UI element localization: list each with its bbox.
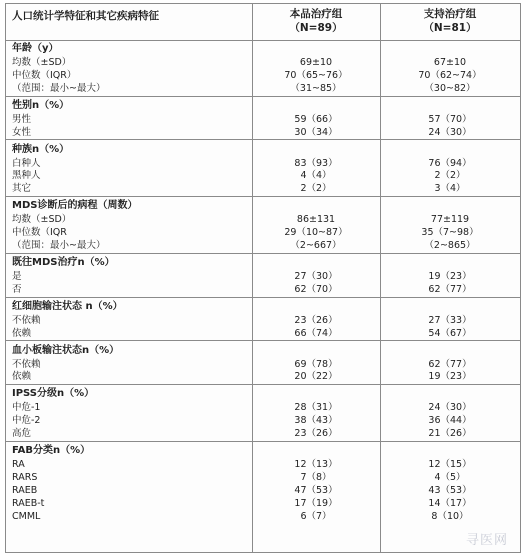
treatment-value: （2~667） [290, 239, 342, 251]
treatment-value: 66（74） [294, 327, 338, 339]
treatment-value: 29（10~87） [284, 227, 348, 239]
support-value: 43（53） [428, 484, 472, 496]
table-row [6, 314, 520, 327]
treatment-value: 59（66） [294, 113, 338, 125]
row-label: 红细胞输注状态 n（%） [12, 300, 123, 312]
row-label: 高危 [12, 428, 32, 440]
support-value: 36（44） [428, 415, 472, 427]
table-row [6, 370, 520, 383]
row-label: 年龄（y） [12, 43, 59, 54]
table-header [6, 4, 520, 41]
table-section [6, 97, 520, 141]
row-label: 女性 [12, 126, 32, 138]
section-title-row [6, 387, 520, 400]
support-value: 3（4） [434, 183, 466, 195]
table-row [6, 471, 520, 484]
support-value: 67±10 [433, 57, 467, 68]
treatment-value: 38（43） [294, 415, 338, 427]
table-row [6, 427, 520, 440]
table-section [6, 40, 520, 97]
support-value: 2（2） [434, 170, 466, 182]
header-treatment-name: 本品治疗组 [289, 8, 343, 20]
treatment-value: 23（26） [294, 314, 338, 326]
treatment-value: 62（70） [294, 283, 338, 295]
table-section [6, 197, 520, 254]
row-label: （范围：最小~最大） [12, 239, 106, 251]
row-label: 血小板输注状态n（%） [12, 344, 120, 356]
treatment-value: 17（19） [294, 497, 338, 509]
row-label: CMML [12, 510, 41, 522]
row-label: 性别n（%） [12, 99, 70, 111]
section-title-row [6, 199, 520, 212]
treatment-value: 70（65~76） [284, 69, 348, 81]
section-title-row [6, 344, 520, 357]
row-label: 男性 [12, 113, 32, 125]
table-row [6, 484, 520, 497]
row-label: 中危-2 [12, 415, 41, 427]
table-section [6, 442, 520, 525]
table-row [6, 226, 520, 239]
support-value: （30~82） [424, 82, 476, 94]
watermark-logo: 寻医网 [465, 533, 508, 548]
row-label: FAB分类n（%） [12, 445, 91, 456]
treatment-value: （31~85） [290, 82, 342, 94]
table-row [6, 510, 520, 523]
row-label: 不依赖 [12, 358, 41, 370]
table-row [6, 82, 520, 95]
treatment-value: 86±131 [296, 214, 336, 226]
support-value: 76（94） [428, 157, 472, 169]
row-label: RAEB [12, 484, 38, 496]
table-row [6, 283, 520, 296]
support-value: 54（67） [428, 327, 472, 339]
row-label: RAEB-t [12, 497, 45, 509]
table-section [6, 141, 520, 198]
table-row [6, 113, 520, 126]
table-row [6, 182, 520, 195]
row-label: （范围：最小~最大） [12, 82, 106, 94]
header-support-group [380, 7, 520, 43]
row-label: 均数（±SD） [12, 214, 72, 226]
header-treatment-group [252, 7, 380, 43]
support-value: 62（77） [428, 358, 472, 370]
treatment-value: 28（31） [294, 402, 338, 414]
treatment-value: 27（30） [294, 270, 338, 282]
table-row [6, 157, 520, 170]
row-label: 中危-1 [12, 402, 41, 414]
treatment-value: 69（78） [294, 358, 338, 370]
row-label: 依赖 [12, 371, 32, 383]
table-row [6, 270, 520, 283]
treatment-value: 83（93） [294, 157, 338, 169]
table-row [6, 358, 520, 371]
header-treatment-n: （N=89） [289, 22, 343, 34]
table-row [6, 327, 520, 340]
row-label: 均数（±SD） [12, 57, 72, 68]
row-label: MDS诊断后的病程（周数） [12, 200, 138, 212]
row-label: 白种人 [12, 157, 41, 169]
section-title-row [6, 256, 520, 269]
row-label: 否 [12, 283, 22, 295]
table-row [6, 169, 520, 182]
table-section [6, 342, 520, 386]
row-label: 中位数（IQR） [12, 69, 77, 81]
table-section [6, 298, 520, 342]
row-label: RARS [12, 471, 38, 483]
support-value: 21（26） [428, 428, 472, 440]
support-value: 27（33） [428, 314, 472, 326]
treatment-value: 6（7） [300, 510, 332, 522]
row-label: 其它 [12, 183, 32, 195]
row-label: 不依赖 [12, 314, 41, 326]
support-value: 19（23） [428, 270, 472, 282]
support-value: 14（17） [428, 497, 472, 509]
table-row [6, 458, 520, 471]
treatment-value: 30（34） [294, 126, 338, 138]
treatment-value: 2（2） [300, 183, 332, 195]
table-section [6, 385, 520, 442]
table-row [6, 213, 520, 226]
section-title-row [6, 444, 520, 457]
table-row [6, 126, 520, 139]
row-label: IPSS分级n（%） [12, 388, 95, 400]
table-row [6, 401, 520, 414]
treatment-value: 12（13） [294, 459, 338, 470]
treatment-value: 4（4） [300, 170, 332, 182]
demographics-table [5, 3, 521, 553]
support-value: 24（30） [428, 126, 472, 138]
header-support-n: （N=81） [423, 22, 477, 34]
row-label: 依赖 [12, 327, 32, 339]
row-label: RA [12, 459, 25, 470]
row-label: 是 [12, 270, 22, 282]
support-value: 19（23） [428, 371, 472, 383]
row-label: 中位数（IQR [12, 227, 67, 239]
section-title-row [6, 143, 520, 156]
header-characteristics: 人口统计学特征和其它疾病特征 [12, 10, 159, 22]
support-value: 35（7~98） [421, 227, 479, 239]
support-value: 70（62~74） [418, 69, 482, 81]
support-value: 62（77） [428, 283, 472, 295]
header-support-name: 支持治疗组 [423, 8, 477, 20]
treatment-value: 23（26） [294, 428, 338, 440]
section-title-row [6, 42, 520, 55]
treatment-value: 7（8） [300, 471, 332, 483]
support-value: 12（15） [428, 459, 472, 470]
row-label: 既往MDS治疗n（%） [12, 256, 115, 268]
table-row [6, 56, 520, 69]
treatment-value: 69±10 [299, 57, 333, 68]
row-label: 种族n（%） [12, 143, 70, 155]
treatment-value: 20（22） [294, 371, 338, 383]
support-value: （2~865） [424, 239, 476, 251]
support-value: 24（30） [428, 402, 472, 414]
section-title-row [6, 300, 520, 313]
table-row [6, 239, 520, 252]
support-value: 77±119 [430, 214, 470, 226]
table-section [6, 254, 520, 298]
support-value: 57（70） [428, 113, 472, 125]
treatment-value: 47（53） [294, 484, 338, 496]
table-row [6, 497, 520, 510]
support-value: 4（5） [434, 471, 466, 483]
section-title-row [6, 99, 520, 112]
table-row [6, 414, 520, 427]
support-value: 8（10） [431, 510, 469, 522]
table-row [6, 69, 520, 82]
row-label: 黑种人 [12, 170, 41, 182]
